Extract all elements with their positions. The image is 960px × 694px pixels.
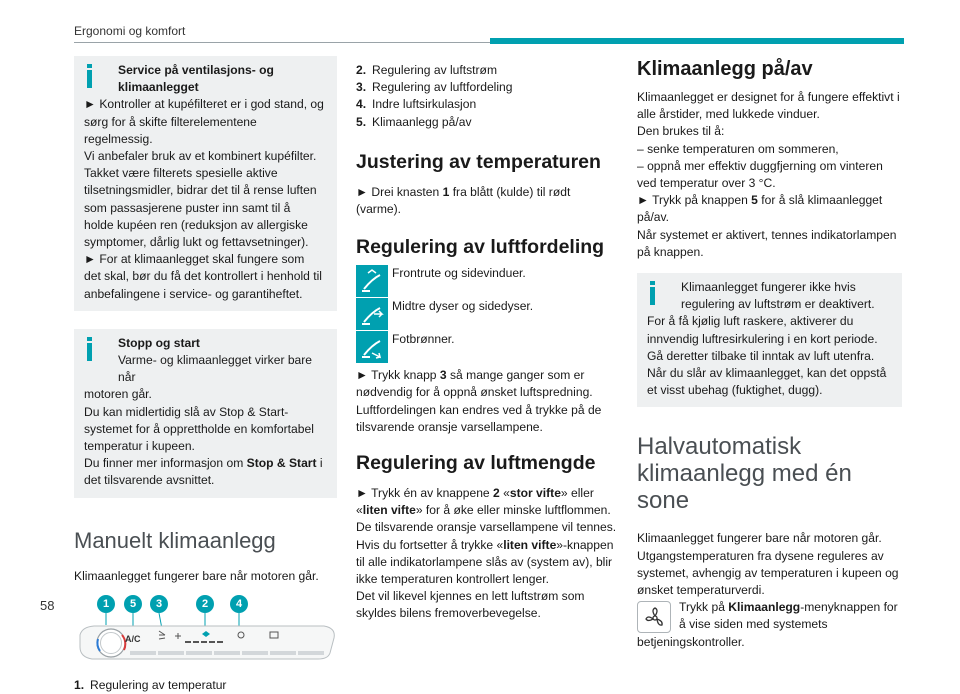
paragraph-line: skyldes bilens fremoverbevegelse.: [356, 606, 541, 621]
heading-manual-climate: Manuelt klimaanlegg: [74, 527, 276, 553]
paragraph-line: Det vil likevel kjennes en lett luftstrøm som: [356, 589, 585, 604]
note-ventilation-service: [74, 56, 337, 311]
note-text: i: [316, 456, 323, 471]
note-line: Klimaanlegget fungerer ikke hvis: [681, 280, 856, 295]
list-text: Klimaanlegg på/av: [372, 114, 472, 129]
paragraph-line: ikke temperaturen kontrollert lenger.: [356, 572, 549, 587]
text: » for å øke eller minske luftflommen.: [415, 503, 611, 518]
paragraph-line: [356, 502, 620, 519]
list-text: Regulering av luftstrøm: [372, 63, 498, 77]
paragraph-line: [356, 184, 620, 201]
note-line: motoren går.: [84, 387, 152, 402]
note-line: Vi anbefaler bruk av et kombinert kupéfilter.: [84, 149, 317, 164]
text: ► Trykk på knappen: [637, 193, 752, 208]
note-line: symptomer, dårlig lukt og fettavsetninger).: [84, 235, 309, 250]
paragraph-line: [356, 537, 620, 554]
note-line: som passasjerene puster inn samt til å: [84, 200, 291, 215]
note-line: et visst ubehag (fuktighet, dugg).: [647, 383, 823, 398]
list-number: 5.: [356, 114, 367, 129]
callout-5: 5: [124, 595, 142, 613]
info-icon: [87, 70, 92, 88]
heading-line: Halvautomatisk: [637, 433, 802, 461]
paragraph-line: på knappen.: [637, 244, 704, 259]
note-title: Stopp og start: [118, 335, 200, 350]
climate-menu-fan-icon: [637, 601, 671, 633]
bold-text: 3: [439, 368, 447, 383]
bold-text: 2: [493, 486, 500, 501]
note-line: det skal, bør du få det kontrollert i henhold til: [84, 269, 322, 284]
paragraph-line: Luftfordelingen kan endres ved å trykke på de: [356, 402, 602, 417]
paragraph-line: ønsket temperaturverdi.: [637, 583, 765, 598]
paragraph-line: systemet, avhengig av temperaturen i kupeen og: [637, 565, 899, 580]
paragraph-line: på/av.: [637, 210, 670, 225]
footwell-airflow-icon: [356, 331, 388, 363]
note-line: ► Kontroller at kupéfilteret er i god stand, og: [84, 97, 324, 112]
paragraph-line: Den brukes til å:: [637, 124, 725, 139]
list-number: 3.: [356, 80, 367, 95]
note-line: systemet for å opprettholde en komfortabel: [84, 421, 314, 436]
page-number: 58: [40, 598, 55, 613]
list-item: [356, 96, 620, 113]
paragraph-line: å vise siden med systemets: [679, 617, 828, 632]
distribution-item-center-vents: [356, 298, 620, 331]
note-line: innvendig luftresirkulering i en kort periode.: [647, 331, 878, 346]
control-panel-illustration: [74, 595, 337, 673]
note-line: Gå deretter tilbake til inntak av luft utenfra.: [647, 348, 875, 363]
paragraph-line: – oppnå mer effektiv duggfjerning om vinteren: [637, 158, 883, 173]
bold-text: stor vifte: [509, 486, 561, 501]
paragraph-line: – senke temperaturen om sommeren,: [637, 141, 839, 156]
distribution-label: Frontrute og sidevinduer.: [392, 266, 526, 281]
list-text: Indre luftsirkulasjon: [372, 97, 477, 112]
note-climate-requirements: [637, 273, 902, 407]
note-line: sørg for å skifte filterelementene regelmessig.: [84, 114, 257, 146]
note-line: Du kan midlertidig slå av Stop & Start-: [84, 404, 289, 419]
header-rule: [74, 42, 490, 43]
bold-text: Klimaanlegg: [728, 600, 801, 615]
bold-text: 5: [751, 193, 758, 208]
callout-2: 2: [196, 595, 214, 613]
list-item: [74, 677, 337, 694]
heading-semi-automatic: [637, 433, 902, 514]
paragraph-line: Når systemet er aktivert, tennes indikatorlampen: [637, 227, 897, 242]
note-stop-start: [74, 329, 337, 498]
info-icon: [87, 343, 92, 361]
note-title: klimaanlegget: [118, 80, 199, 95]
bold-text: liten vifte: [503, 537, 557, 552]
heading-climate-on-off: Klimaanlegg på/av: [637, 58, 813, 80]
note-bold-text: Stop & Start: [246, 456, 317, 471]
paragraph-line: (varme).: [356, 202, 402, 217]
callout-3: 3: [150, 595, 168, 613]
note-line: Varme- og klimaanlegget virker bare når: [118, 353, 313, 385]
note-line: det tilsvarende avsnittet.: [84, 473, 215, 488]
distribution-item-windscreen: [356, 265, 620, 298]
list-item: [356, 79, 620, 96]
note-line: ► For at klimaanlegget skal fungere som: [84, 252, 305, 267]
note-line: For å få kjølig luft raskere, aktiverer du: [647, 314, 854, 329]
note-line: holde kupéen ren (reduksjon av allergiske: [84, 217, 308, 232]
text: «: [499, 486, 510, 501]
list-text: Regulering av temperatur: [90, 677, 227, 692]
paragraph-line: tilsvarende oransje varsellampene.: [356, 419, 543, 434]
column-right: [637, 58, 902, 651]
heading-temperature: Justering av temperaturen: [356, 150, 601, 173]
paragraph-line: alle årstider, med lukkede vinduer.: [637, 107, 820, 122]
list-number: 2.: [356, 63, 367, 77]
text: så mange ganger som er: [446, 368, 585, 383]
list-text: Regulering av luftfordeling: [372, 80, 513, 95]
center-vents-airflow-icon: [356, 298, 388, 330]
text: ► Trykk én av knappene: [356, 486, 494, 501]
heading-line: klimaanlegg med én sone: [637, 460, 852, 515]
text: «: [356, 503, 363, 518]
heading-air-distribution: Regulering av luftfordeling: [356, 236, 605, 259]
text: for å slå klimaanlegget: [757, 193, 883, 208]
note-line: Takket være filterets spesielle aktive: [84, 166, 278, 181]
heading-air-flow: Regulering av luftmengde: [356, 452, 596, 475]
note-line: regulering av luftstrøm er deaktivert.: [681, 297, 875, 312]
text: »-knappen: [556, 537, 614, 552]
header-accent-bar: [490, 38, 904, 44]
distribution-label: Fotbrønner.: [392, 332, 455, 347]
header-section-title: Ergonomi og komfort: [74, 24, 186, 38]
paragraph-line: Utgangstemperaturen fra dysene reguleres av: [637, 548, 884, 563]
paragraph-line: ved temperatur over 3 °C.: [637, 176, 776, 191]
paragraph-line: Klimaanlegget er designet for å fungere effektivt i: [637, 90, 900, 104]
paragraph-line: [637, 192, 902, 209]
paragraph-line: [356, 485, 620, 502]
note-text: Du finner mer informasjon om: [84, 456, 247, 471]
distribution-item-footwell: [356, 331, 620, 364]
climate-menu-instruction: [637, 599, 902, 651]
note-line: tilsetningsmidler, bidrar det til å rense luften: [84, 183, 317, 198]
windscreen-airflow-icon: [356, 265, 388, 297]
text: » eller: [560, 486, 594, 501]
panel-ac-label: A/C: [125, 633, 141, 644]
text: Hvis du fortsetter å trykke «: [356, 537, 504, 552]
note-line: temperatur i kupeen.: [84, 439, 195, 454]
list-item: [356, 62, 620, 79]
paragraph-line: betjeningskontroller.: [637, 634, 745, 649]
callout-4: 4: [230, 595, 248, 613]
paragraph-line: De tilsvarende oransje varsellampene vil tennes.: [356, 520, 617, 535]
callout-1: 1: [97, 595, 115, 613]
note-title: Service på ventilasjons- og: [118, 63, 274, 77]
note-line: Når du slår av klimaanlegget, kan det oppstå: [647, 366, 887, 381]
paragraph-line: til alle indikatorlampene slås av (system av), blir: [356, 554, 613, 569]
bold-text: liten vifte: [362, 503, 416, 518]
distribution-label: Midtre dyser og sidedyser.: [392, 299, 534, 314]
paragraph-line: [637, 599, 902, 616]
list-number: 4.: [356, 97, 367, 112]
text: ► Drei knasten: [356, 184, 443, 199]
column-left: [74, 56, 337, 694]
paragraph-line: Klimaanlegget fungerer bare når motoren går.: [637, 531, 882, 546]
paragraph-line: nødvendig for å oppnå ønsket luftspredning.: [356, 385, 593, 400]
note-line: anbefalingene i service- og garantiheftet.: [84, 286, 303, 301]
text: ► Trykk knapp: [356, 368, 440, 383]
manual-intro: Klimaanlegget fungerer bare når motoren går.: [74, 568, 319, 583]
bold-text: 1: [442, 184, 450, 199]
note-line: [84, 455, 327, 472]
text: Trykk på: [679, 600, 729, 615]
info-icon: [650, 287, 655, 305]
text: -menyknappen for: [800, 600, 898, 615]
list-item: [356, 114, 620, 131]
text: fra blått (kulde) til rødt: [449, 184, 571, 199]
paragraph-line: [356, 367, 620, 384]
list-number: 1.: [74, 677, 85, 692]
column-middle: [356, 62, 620, 623]
